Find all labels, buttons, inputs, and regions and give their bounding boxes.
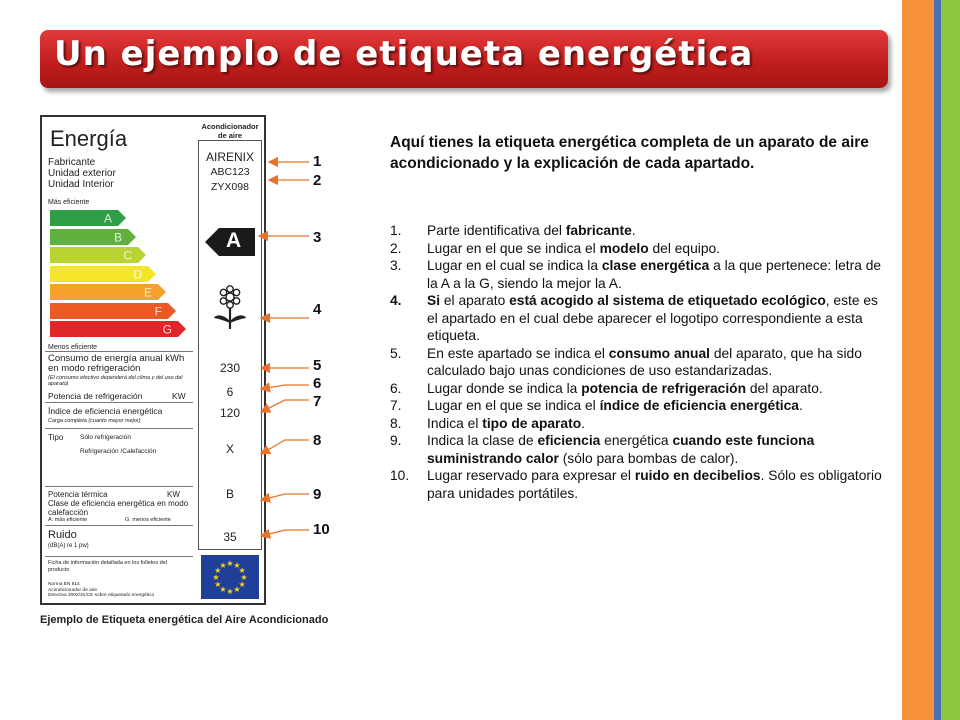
svg-text:★: ★	[233, 560, 241, 570]
label-more-efficient: Más eficiente	[48, 199, 90, 206]
svg-text:★: ★	[219, 585, 227, 595]
eu-flag-icon	[201, 555, 259, 599]
label-consumption-note: (El consumo efectivo dependerá del clima y del uso del aparato)	[48, 375, 183, 387]
list-item: 3. Lugar en el cual se indica la clase energética a la que pertenece: letra de la A a la G, siendo la mejor la A.	[390, 258, 882, 291]
svg-text:B: B	[113, 230, 122, 244]
label-outdoor-model: ABC123	[210, 166, 250, 178]
label-value-consumption: 230	[219, 361, 241, 375]
annotation-number: 1	[313, 153, 322, 170]
label-heat-scale-worst: G: menos eficiente	[125, 517, 171, 523]
svg-text:★: ★	[212, 573, 220, 582]
label-value-heat-class: B	[225, 487, 234, 501]
label-heat-power: Potencia térmica	[48, 490, 108, 499]
svg-text:★: ★	[233, 585, 241, 595]
page-title: Un ejemplo de etiqueta energética	[54, 34, 754, 74]
list-item: 6. Lugar donde se indica la potencia de refrigeración del aparato.	[390, 380, 823, 396]
figure-caption: Ejemplo de Etiqueta energética del Aire Acondicionado	[40, 614, 329, 626]
label-cooling-power-unit: KW	[172, 391, 186, 401]
label-value-eer: 120	[219, 406, 241, 420]
label-value-cooling-power: 6	[226, 385, 234, 399]
list-item: 9. Indica la clase de eficiencia energética cuando este funciona suministrando calor (sólo para bombas de calor).	[390, 433, 815, 466]
label-value-noise: 35	[223, 530, 237, 544]
list-item: 7. Lugar en el que se indica el índice de eficiencia energética.	[390, 398, 803, 413]
list-item: 5. En este apartado se indica el consumo anual del aparato, que ha sido calculado bajo unas condiciones de uso estandarizadas.	[390, 345, 862, 378]
svg-text:★: ★	[226, 587, 234, 596]
label-heat-power-unit: KW	[167, 490, 180, 499]
label-product-type: Acondicionador de aire	[201, 122, 259, 140]
svg-text:★: ★	[226, 559, 234, 568]
label-field-unidad-interior: Unidad Interior	[48, 179, 114, 190]
svg-text:G: G	[162, 322, 172, 337]
annotation-number: 8	[313, 432, 322, 449]
svg-text:F: F	[154, 304, 162, 318]
list-item: 10. Lugar reservado para expresar el ruido en decibelios. Sólo es obligatorio para unidades portátiles.	[390, 468, 882, 501]
label-noise-unit: (dB(A) re 1 pw)	[48, 543, 89, 549]
svg-text:★: ★	[214, 566, 222, 575]
label-eer: Índice de eficiencia energética	[48, 406, 163, 416]
svg-text:A: A	[103, 211, 112, 226]
annotation-number: 3	[313, 229, 322, 246]
label-field-fabricante: Fabricante	[48, 157, 96, 168]
svg-text:★: ★	[238, 580, 246, 589]
label-brand: AIRENIX	[205, 150, 254, 164]
list-item: 4. Si el aparato está acogido al sistema de etiquetado ecológico, este es el apartado en el cual debe aparecer el logotipo correspondiente a esta etiqueta.	[390, 293, 878, 343]
label-info-note: Ficha de información detallada en los folletos del producto	[48, 560, 167, 573]
svg-text:D: D	[133, 267, 142, 281]
list-item: 2. Lugar en el que se indica el modelo del equipo.	[390, 240, 720, 256]
label-standard-note: Norma EN 814 Acondicionador de aire Directiva 2002/31/CE sobre etiquetado energético	[48, 582, 155, 598]
label-heading: Energía	[50, 126, 128, 151]
annotation-number: 2	[313, 172, 322, 189]
svg-text:★: ★	[219, 560, 227, 570]
annotation-number: 9	[313, 486, 322, 503]
energy-class-letter: A	[226, 229, 242, 252]
intro-text: Aquí tienes la etiqueta energética completa de un aparato de aire acondicionado y la explicación de cada apartado.	[390, 134, 869, 172]
decorative-stripe-blue	[934, 0, 941, 720]
label-cooling-power: Potencia de refrigeración	[48, 391, 143, 401]
decorative-stripe-green	[941, 0, 960, 720]
list-item: 8. Indica el tipo de aparato.	[390, 415, 585, 431]
label-noise: Ruido	[48, 529, 77, 541]
svg-text:C: C	[123, 248, 132, 263]
annotation-number: 6	[313, 375, 322, 392]
label-type-heating: Refrigeración /Calefacción	[80, 448, 157, 455]
svg-text:★: ★	[240, 573, 248, 582]
label-field-unidad-exterior: Unidad exterior	[48, 168, 116, 179]
label-indoor-model: ZYX098	[211, 181, 249, 193]
label-eer-note: Carga completa (cuanto mayor mejor)	[48, 418, 141, 424]
annotation-arrows	[0, 0, 330, 560]
decorative-stripe-orange	[902, 0, 934, 720]
label-type: Tipo	[48, 433, 64, 442]
annotation-number: 10	[313, 521, 330, 538]
annotation-number: 5	[313, 357, 322, 374]
label-consumption: Consumo de energía anual kWh en modo refrigeración	[48, 353, 185, 374]
label-heat-scale-best: A: más eficiente	[48, 517, 88, 523]
annotation-number: 7	[313, 393, 322, 410]
annotation-number: 4	[313, 301, 322, 318]
svg-text:E: E	[143, 285, 152, 300]
svg-text:★: ★	[214, 580, 222, 589]
svg-text:★: ★	[238, 566, 246, 575]
label-value-type: X	[225, 442, 234, 456]
label-type-cooling: Sólo refrigeración	[80, 434, 131, 441]
explanation-list	[390, 222, 890, 502]
list-item: 1. Parte identificativa del fabricante.	[390, 223, 636, 238]
label-less-efficient: Menos eficiente	[48, 344, 98, 351]
label-heat-class: Clase de eficiencia energética en modo calefacción	[48, 499, 189, 517]
